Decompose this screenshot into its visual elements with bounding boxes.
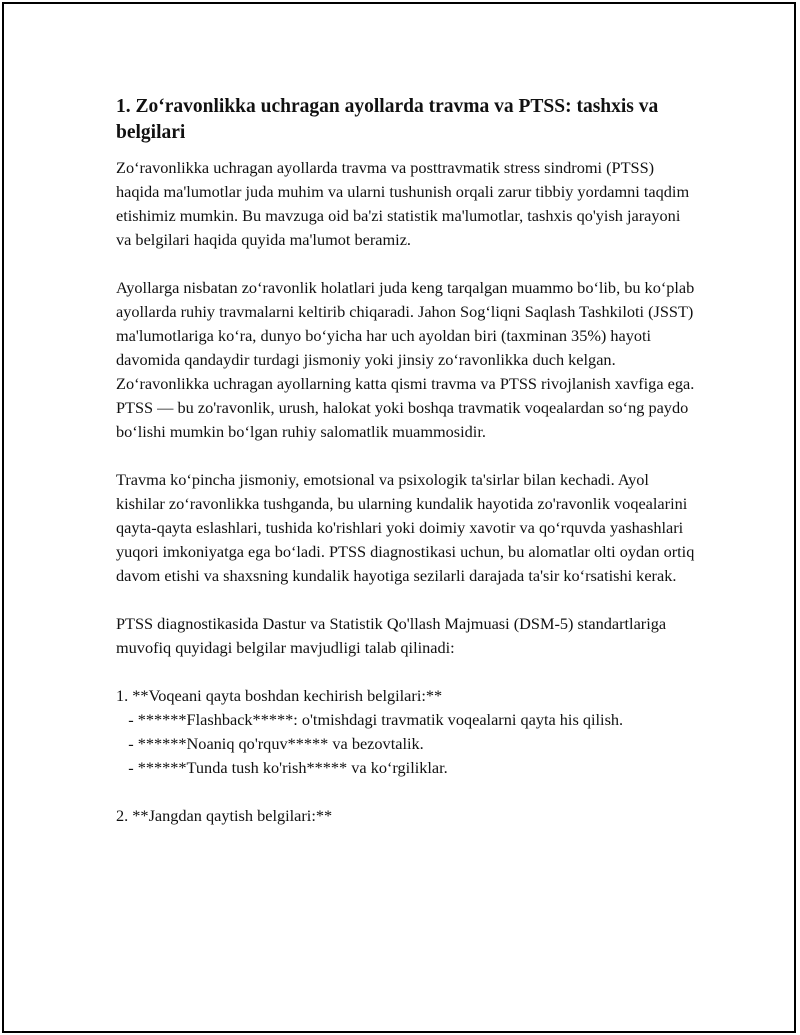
paragraph-statistics: Ayollarga nisbatan zo‘ravonlik holatlari juda keng tarqalgan muammo bo‘lib, bu ko‘plab ayollarda ruhiy travmalarni keltirib chiqaradi. Jahon Sog‘liqni Saqlash Tashkiloti (JSST) ma'lumotlariga ko‘ra, dunyo bo‘yicha har uch ayoldan biri (taxminan 35%) hayoti davomida qandaydir turdagi jismoniy yoki jinsiy zo‘ravonlikka duch kelgan. Zo‘ravonlikka uchragan ayollarning katta qismi travma va PTSS rivojlanish xavfiga ega. PTSS — bu zo'ravonlik, urush, halokat yoki boshqa travmatik voqealardan so‘ng paydo bo‘lishi mumkin bo‘lgan ruhiy salomatlik muammosidir. [116, 278, 695, 441]
list-item-reexperiencing: 1. **Voqeani qayta boshdan kechirish belgilari:** [116, 686, 443, 705]
sub-item-flashback: - ******Flashback*****: o'tmishdagi travmatik voqealarni qayta his qilish. [116, 710, 624, 729]
paragraph-dsm5: PTSS diagnostikasida Dastur va Statistik Qo'llash Majmuasi (DSM-5) standartlariga muvofiq quyidagi belgilar mavjudligi talab qilinadi: [116, 614, 667, 657]
section-title: 1. Zo‘ravonlikka uchragan ayollarda travma va PTSS: tashxis va belgilari [116, 96, 659, 143]
sub-item-nightmares: - ******Tunda tush ko'rish***** va ko‘rgiliklar. [116, 758, 448, 777]
paragraph-intro: Zo‘ravonlikka uchragan ayollarda travma va posttravmatik stress sindromi (PTSS) haqida ma'lumotlar juda muhim va ularni tushunish orqali zarur tibbiy yordamni taqdim etishimiz mumkin. Bu mavzuga oid ba'zi statistik ma'lumotlar, tashxis qo'yish jarayoni va belgilari haqida quyida ma'lumot beramiz. [116, 158, 690, 249]
sub-list-reexperiencing [116, 708, 696, 780]
list-item-combat-return: 2. **Jangdan qaytish belgilari:** [116, 806, 333, 825]
sub-item-fear: - ******Noaniq qo'rquv***** va bezovtalik. [116, 734, 424, 753]
document-body [116, 94, 696, 828]
paragraph-trauma: Travma ko‘pincha jismoniy, emotsional va psixologik ta'sirlar bilan kechadi. Ayol kishilar zo‘ravonlikka tushganda, bu ularning kundalik hayotida zo'ravonlik voqealarini qayta-qayta eslashlari, tushida ko'rishlari yoki doimiy xavotir va qo‘rquvda yashashlari yuqori imkoniyatga ega bo‘ladi. PTSS diagnostikasi uchun, bu alomatlar olti oydan ortiq davom etishi va shaxsning kundalik hayotiga sezilarli darajada ta'sir ko‘rsatishi kerak. [116, 470, 695, 585]
